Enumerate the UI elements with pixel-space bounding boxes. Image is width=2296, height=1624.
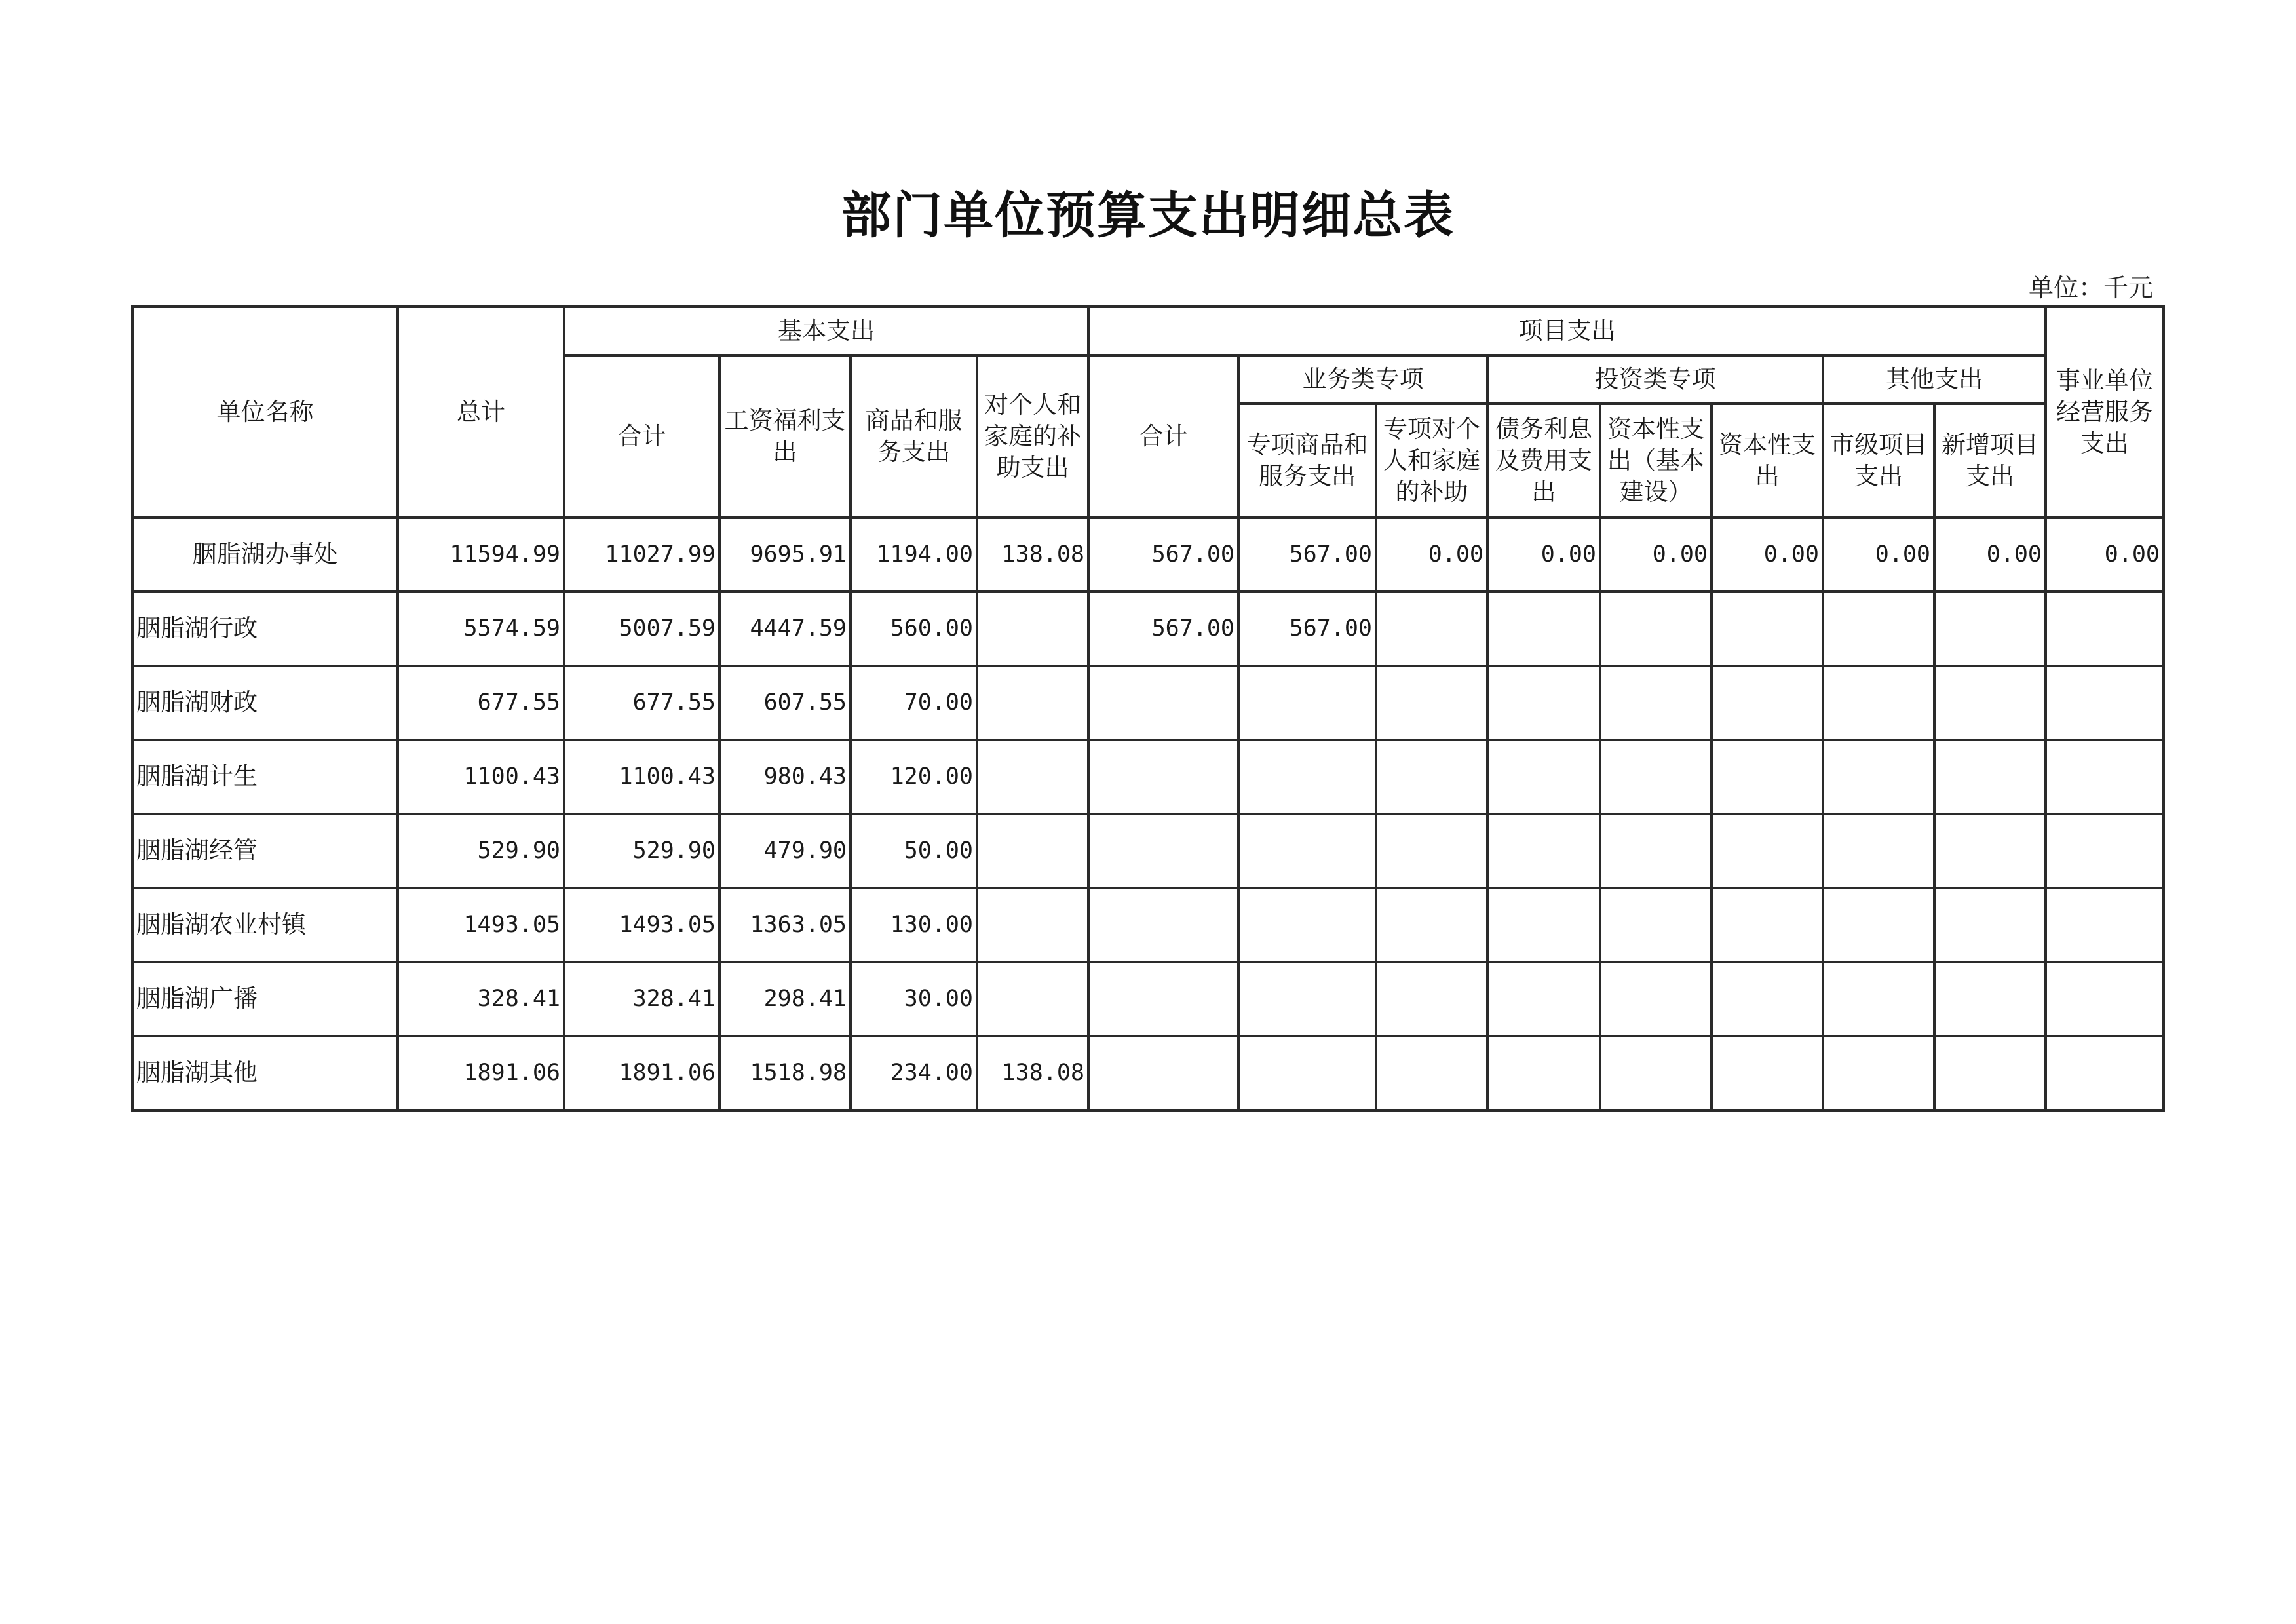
table-cell: 479.90	[719, 814, 851, 888]
table-row	[132, 518, 2164, 592]
table-cell	[1600, 888, 1712, 962]
row-unit-name: 胭脂湖广播	[132, 962, 398, 1036]
table-cell	[1934, 592, 2046, 666]
table-cell	[1088, 1036, 1238, 1110]
header-project-sum: 合计	[1088, 355, 1238, 518]
table-cell: 607.55	[719, 666, 851, 740]
table-cell: 1363.05	[719, 888, 851, 962]
table-cell	[1600, 814, 1712, 888]
table-cell	[1600, 962, 1712, 1036]
header-basic: 基本支出	[564, 307, 1088, 355]
table-cell	[1823, 1036, 1934, 1110]
table-cell	[1823, 666, 1934, 740]
table-cell	[2046, 1036, 2164, 1110]
table-cell: 328.41	[398, 962, 564, 1036]
table-cell	[1934, 666, 2046, 740]
header-unit-name: 单位名称	[132, 307, 398, 518]
table-cell	[1934, 740, 2046, 814]
table-cell	[1088, 962, 1238, 1036]
table-cell	[1487, 740, 1600, 814]
table-cell	[1376, 666, 1487, 740]
table-cell	[1712, 740, 1823, 814]
row-unit-name: 胭脂湖农业村镇	[132, 888, 398, 962]
table-cell	[2046, 740, 2164, 814]
table-cell	[2046, 592, 2164, 666]
table-cell: 298.41	[719, 962, 851, 1036]
table-cell: 1493.05	[564, 888, 719, 962]
table-cell	[1088, 888, 1238, 962]
table-cell	[1376, 814, 1487, 888]
table-cell	[1934, 814, 2046, 888]
table-cell: 980.43	[719, 740, 851, 814]
table-cell	[1487, 1036, 1600, 1110]
table-cell	[977, 666, 1088, 740]
header-other: 其他支出	[1823, 355, 2046, 404]
table-cell: 11027.99	[564, 518, 719, 592]
table-cell: 560.00	[851, 592, 977, 666]
table-cell: 11594.99	[398, 518, 564, 592]
table-cell	[1487, 666, 1600, 740]
header-enterprise: 事业单位经营服务支出	[2046, 307, 2164, 518]
table-cell: 567.00	[1238, 518, 1376, 592]
table-cell	[977, 592, 1088, 666]
table-cell	[1600, 1036, 1712, 1110]
table-cell: 120.00	[851, 740, 977, 814]
table-cell	[1934, 888, 2046, 962]
table-cell: 5007.59	[564, 592, 719, 666]
table-cell	[1088, 740, 1238, 814]
table-cell	[1238, 888, 1376, 962]
header-invest: 投资类专项	[1487, 355, 1823, 404]
unit-note: 单位：千元	[2028, 273, 2153, 302]
table-cell: 1493.05	[398, 888, 564, 962]
header-business-goods: 专项商品和服务支出	[1238, 404, 1376, 518]
table-cell	[1376, 740, 1487, 814]
table-cell: 234.00	[851, 1036, 977, 1110]
header-project: 项目支出	[1088, 307, 2046, 355]
table-cell: 50.00	[851, 814, 977, 888]
row-unit-name: 胭脂湖财政	[132, 666, 398, 740]
table-cell: 677.55	[564, 666, 719, 740]
table-cell: 4447.59	[719, 592, 851, 666]
table-cell	[1934, 962, 2046, 1036]
header-other-new: 新增项目支出	[1934, 404, 2046, 518]
table-cell: 677.55	[398, 666, 564, 740]
table-cell: 529.90	[564, 814, 719, 888]
table-cell	[1600, 592, 1712, 666]
table-cell	[1823, 592, 1934, 666]
table-row	[132, 1036, 2164, 1110]
table-cell	[1376, 1036, 1487, 1110]
table-cell	[1376, 962, 1487, 1036]
table-row	[132, 740, 2164, 814]
table-cell	[1712, 814, 1823, 888]
budget-table	[131, 305, 2165, 1112]
table-cell: 567.00	[1088, 518, 1238, 592]
table-cell: 0.00	[2046, 518, 2164, 592]
table-cell	[1712, 1036, 1823, 1110]
table-cell: 0.00	[1487, 518, 1600, 592]
header-basic-salary: 工资福利支出	[719, 355, 851, 518]
table-cell: 70.00	[851, 666, 977, 740]
table-cell: 138.08	[977, 518, 1088, 592]
table-cell: 0.00	[1600, 518, 1712, 592]
table-cell: 9695.91	[719, 518, 851, 592]
table-cell: 1518.98	[719, 1036, 851, 1110]
table-row	[132, 962, 2164, 1036]
table-cell	[2046, 962, 2164, 1036]
table-cell: 0.00	[1823, 518, 1934, 592]
table-cell	[977, 740, 1088, 814]
table-cell: 567.00	[1238, 592, 1376, 666]
table-cell: 1194.00	[851, 518, 977, 592]
table-cell	[977, 962, 1088, 1036]
table-cell	[1376, 888, 1487, 962]
table-cell: 1100.43	[564, 740, 719, 814]
table-cell	[977, 888, 1088, 962]
page-title: 部门单位预算支出明细总表	[841, 186, 1455, 244]
header-basic-subsidy: 对个人和家庭的补助支出	[977, 355, 1088, 518]
table-cell	[2046, 814, 2164, 888]
table-cell: 30.00	[851, 962, 977, 1036]
header-invest-capital-build: 资本性支出（基本建设）	[1600, 404, 1712, 518]
row-unit-name: 胭脂湖行政	[132, 592, 398, 666]
row-unit-name: 胭脂湖办事处	[132, 518, 398, 592]
table-cell	[2046, 666, 2164, 740]
row-unit-name: 胭脂湖经管	[132, 814, 398, 888]
table-cell	[1823, 814, 1934, 888]
table-cell	[1712, 592, 1823, 666]
header-invest-debt: 债务利息及费用支出	[1487, 404, 1600, 518]
table-row	[132, 592, 2164, 666]
table-cell	[1487, 888, 1600, 962]
table-cell	[1376, 592, 1487, 666]
table-cell	[1487, 962, 1600, 1036]
table-cell	[1088, 666, 1238, 740]
table-row	[132, 888, 2164, 962]
table-cell: 130.00	[851, 888, 977, 962]
table-cell: 529.90	[398, 814, 564, 888]
table-cell	[1238, 666, 1376, 740]
header-basic-goods: 商品和服务支出	[851, 355, 977, 518]
table-cell: 5574.59	[398, 592, 564, 666]
table-cell: 0.00	[1712, 518, 1823, 592]
table-cell	[1088, 814, 1238, 888]
table-cell	[2046, 888, 2164, 962]
table-cell	[1238, 814, 1376, 888]
table-cell: 1100.43	[398, 740, 564, 814]
table-cell	[1823, 962, 1934, 1036]
table-cell	[1238, 1036, 1376, 1110]
table-cell	[1934, 1036, 2046, 1110]
table-cell: 567.00	[1088, 592, 1238, 666]
table-cell	[1823, 740, 1934, 814]
table-cell	[1487, 814, 1600, 888]
header-business-subsidy: 专项对个人和家庭的补助	[1376, 404, 1487, 518]
row-unit-name: 胭脂湖计生	[132, 740, 398, 814]
table-cell: 138.08	[977, 1036, 1088, 1110]
table-cell: 1891.06	[398, 1036, 564, 1110]
table-cell: 0.00	[1934, 518, 2046, 592]
row-unit-name: 胭脂湖其他	[132, 1036, 398, 1110]
table-cell	[1712, 666, 1823, 740]
table-cell: 0.00	[1376, 518, 1487, 592]
table-cell	[1487, 592, 1600, 666]
table-row	[132, 666, 2164, 740]
header-invest-capital: 资本性支出	[1712, 404, 1823, 518]
table-cell	[977, 814, 1088, 888]
table-cell: 328.41	[564, 962, 719, 1036]
table-cell	[1238, 962, 1376, 1036]
header-total: 总计	[398, 307, 564, 518]
table-cell	[1600, 666, 1712, 740]
header-other-city: 市级项目支出	[1823, 404, 1934, 518]
table-cell	[1712, 962, 1823, 1036]
table-cell	[1238, 740, 1376, 814]
header-basic-sum: 合计	[564, 355, 719, 518]
table-row	[132, 814, 2164, 888]
table-cell: 1891.06	[564, 1036, 719, 1110]
table-cell	[1600, 740, 1712, 814]
table-cell	[1712, 888, 1823, 962]
table-cell	[1823, 888, 1934, 962]
header-business: 业务类专项	[1238, 355, 1487, 404]
